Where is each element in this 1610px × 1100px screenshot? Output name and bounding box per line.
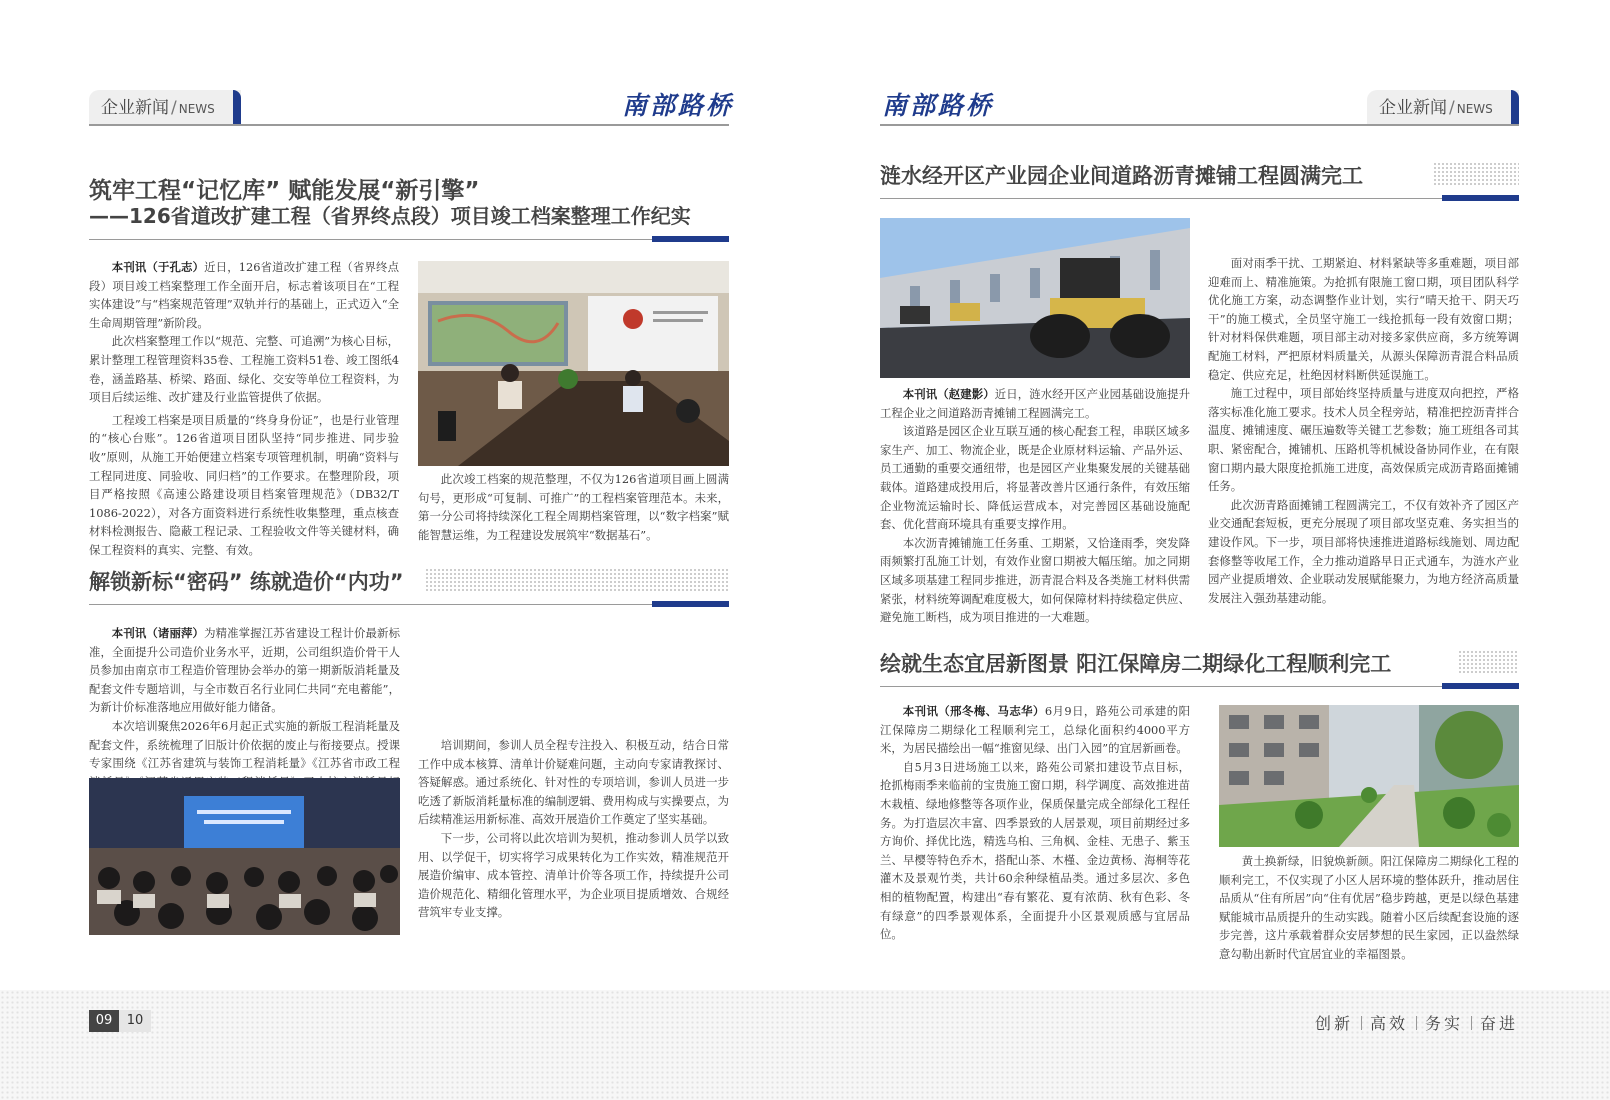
- article3-para4: 面对雨季干扰、工期紧迫、材料紧缺等多重难题，项目部迎难而上、精准施策。为抢抓有限施工窗口期，项目团队科学优化施工方案，动态调整作业计划，实行“晴天抢干、阴天巧干”的施工模式，全员坚守施工一线抢抓每一段有效窗口期；针对材料保供难题，项目部主动对接多家供应商，多方统筹调配施工材料，严把原材料质量关，从源头保障沥青混合料品质稳定、供应充足，杜绝因材料断供延误施工。: [1208, 256, 1519, 382]
- article3-para5: 施工过程中，项目部始终坚持质量与进度双向把控，严格落实标准化施工要求。技术人员全程旁站，精准把控沥青拌合温度、摊铺速度、碾压遍数等关键工艺参数；施工班组各司其职、紧密配合，摊铺机、压路机等机械设备协同作业，在有限窗口期内最大限度抢抓施工进度，高效保质完成沥青路面摊铺任务。: [1208, 386, 1519, 494]
- article1-para2: 此次档案整理工作以“规范、完整、可追溯”为核心目标，累计整理工程管理资料35卷、工程施工资料51卷、竣工图纸4卷，涵盖路基、桥梁、路面、绿化、交安等单位工程资料，为项目后续运维、改扩建及行业监管提供了依据。: [89, 334, 399, 405]
- article2-para4: 下一步，公司将以此次培训为契机，推动参训人员学以致用、以学促干，切实将学习成果转化为工作实效，精准规范开展造价编审、成本管控、清单计价等各项工作，持续提升公司造价规范化、精细化管理水平，为企业项目提质增效、合规经营筑牢专业支撑。: [418, 830, 729, 920]
- article2-text-left: [89, 624, 400, 772]
- article2-title-dots: [425, 568, 729, 592]
- article1-text-right: [418, 470, 729, 544]
- article4-title-rule: [880, 686, 1519, 687]
- article2-text-right: [418, 624, 729, 922]
- section-tab-en: NEWS: [178, 102, 215, 116]
- article4-text-left: [880, 702, 1190, 944]
- photo-asphalt-paving: [880, 218, 1190, 378]
- page-number-right: 10: [119, 1010, 151, 1032]
- article4-para3: 黄土换新绿，旧貌焕新颜。阳江保障房二期绿化工程的顺利完工，不仅实现了小区人居环境的整体跃升，推动居住品质从“住有所居”向“住有优居”稳步跨越，更是以绿色基建赋能城市品质提升的生动实践。随着小区后续配套设施的逐步完善，这片承载着群众安居梦想的民生家园，正以盎然绿意勾勒出新时代宜居宜业的幸福图景。: [1219, 854, 1519, 961]
- article4-para2: 自5月3日进场施工以来，路苑公司紧扣建设节点目标，抢抓梅雨季来临前的宝贵施工窗口期，科学调度、高效推进苗木栽植、绿地修整等各项作业，保质保量完成全部绿化工程任务。为打造层次丰富、四季景致的人居景观，项目前期经过多方询价、择优比选，精选乌桕、三角枫、金桂、无患子、紫玉兰、早樱等特色乔木，搭配山茶、木槿、金边黄杨、海桐等花灌木及景观竹类，共计60余种绿植品类。通过多层次、多色相的植物配置，构建出“春有繁花、夏有浓荫、秋有色彩、冬有绿意”的四季景观体系，全面提升小区景观质感与宜居品位。: [880, 759, 1190, 942]
- section-tab-sep: /: [1449, 98, 1455, 118]
- photo-archive-meeting: [418, 261, 729, 466]
- article1-title-rule: [89, 239, 729, 240]
- article3-title-dots: [1433, 162, 1519, 186]
- article2-para2: 本次培训聚焦2026年6月起正式实施的新版工程消耗量及配套文件，系统梳理了旧版计价依据的废止与衔接要点。授课专家围绕《江苏省建筑与装饰工程消耗量》《江苏省市政工程: [89, 718, 400, 771]
- section-tab-cn: 企业新闻: [101, 98, 169, 118]
- section-tab-en: NEWS: [1456, 102, 1493, 116]
- article4-text-right: [1219, 852, 1519, 964]
- page-number-left: 09: [89, 1010, 119, 1032]
- header-rule-right: [880, 124, 1519, 126]
- slogan: [1315, 1011, 1518, 1034]
- article3-title-bar: [1442, 195, 1519, 201]
- article3-para1: 本刊讯（赵建影）近日，涟水经开区产业园基础设施提升工程企业之间道路沥青摊铺工程圆满完工。: [880, 387, 1190, 420]
- slogan-divider: [1361, 1016, 1362, 1030]
- header-rule-left: [89, 124, 729, 126]
- article3-para6: 此次沥青路面摊铺工程圆满完工，不仅有效补齐了园区产业交通配套短板，更充分展现了项目部攻坚克难、务实担当的建设作风。下一步，项目部将快速推进道路标线施划、周边配套修整等收尾工作，全力推动道路早日正式通车，为涟水产业园产业提质增效、企业联动发展赋能聚力，为地方经济高质量发展注入强劲基建动能。: [1208, 497, 1519, 605]
- photo-greening-project: [1219, 705, 1519, 847]
- footer-background: [0, 990, 1610, 1100]
- slogan-divider: [1416, 1016, 1417, 1030]
- article2-para3: 培训期间，参训人员全程专注投入、积极互动，结合日常工作中成本核算、清单计价疑难问题，主动向专家请教探讨、答疑解惑。通过系统化、针对性的专项培训，参训人员进一步吃透了新版消耗量标准的编制逻辑、费用构成与实操要点，为后续精准运用新标准、高效开展造价工作奠定了坚实基础。: [418, 738, 729, 827]
- slogan-word-4: 奋进: [1479, 1014, 1518, 1033]
- article1-byline: 本刊讯（于孔志）: [111, 260, 205, 274]
- section-tab-right: [1367, 90, 1519, 126]
- tab-edge: [233, 90, 241, 126]
- article1-para1: 本刊讯（于孔志）近日，126省道改扩建工程（省界终点段）项目竣工档案整理工作全面开启，标志着该项目在“工程实体建设”与“档案规范管理”双轨并行的基础上，正式迈入“全生命周期管理”新阶段。: [89, 260, 399, 330]
- article3-para2: 该道路是园区企业互联互通的核心配套工程，串联区域多家生产、加工、物流企业，既是企业原材料运输、产品外运、员工通勤的重要交通纽带，也是园区产业集聚发展的关键基础载体。道路建成投用后，将显著改善片区通行条件，有效压缩企业物流运输时长、降低运营成本，对完善园区基础设施配套、优化营商环境具有重要支撑作用。: [880, 424, 1190, 532]
- article3-para3: 本次沥青摊铺施工任务重、工期紧，又恰逢雨季，突发降雨频繁打乱施工计划，有效作业窗口期被大幅压缩。加之同期区域多项基建工程同步推进，沥青混合料及各类施工材料供需紧张，材料统筹调配难度极大，如何保障材料持续稳定供应、避免施工断档，成为项目推进的一大难题。: [880, 535, 1190, 625]
- article2-title-bar: [652, 601, 729, 607]
- article3-title-rule: [880, 198, 1519, 199]
- article1-title-line2: ——126省道改扩建工程（省界终点段）项目竣工档案整理工作纪实: [89, 204, 691, 228]
- article2-para1: 本刊讯（诸丽萍）为精准掌握江苏省建设工程计价最新标准，全面提升公司造价业务水平，近期，公司组织造价骨干人员参加由南京市工程造价管理协会举办的第一期新版消耗量及配套文件专题培训，与全市数百名行业同仁共同“充电蓄能”，为新计价标准落地应用做好能力储备。: [89, 626, 400, 715]
- section-tab-left: [89, 90, 241, 126]
- tab-edge: [1511, 90, 1519, 126]
- article1-para3: 工程竣工档案是项目质量的“终身身份证”，也是行业管理的“核心台账”。126省道项目团队坚持“同步推进、同步验收”原则，从施工开始便建立档案专项管理机制，明确“资料与工程同进度、同验收、同归档”的工作要求。在整理阶段，项目严格按照《高速公路建设项目档案管理规范》（DB32/T 1086-2022），对各方面资料进行系统性收集整理，重点核查材料检测报告、隐蔽工程记录、工程验收文件等关键材料，确保工程资料的真实、完整、有效。: [89, 412, 411, 557]
- slogan-divider: [1471, 1016, 1472, 1030]
- article4-para1: 本刊讯（邢冬梅、马志华）6月9日，路苑公司承建的阳江保障房二期绿化工程顺利完工，总绿化面积约4000平方米，为居民描绘出一幅“推窗见绿、出门入园”的宜居新画卷。: [880, 704, 1190, 756]
- section-tab-cn: 企业新闻: [1379, 98, 1447, 118]
- article4-title-bar: [1442, 683, 1519, 689]
- article3-byline: 本刊讯（赵建影）: [902, 387, 995, 401]
- article1-para4: 此次竣工档案的规范整理，不仅为126省道项目画上圆满句号，更形成“可复制、可推广”的工程档案管理范本。未来，第一分公司将持续深化工程全周期档案管理，以“数字档案”赋能智慧运维，为工程建设发展筑牢“数据基石”。: [418, 472, 729, 542]
- article3-text-left: [880, 385, 1190, 627]
- article1-title-line1: 筑牢工程“记忆库” 赋能发展“新引擎”: [89, 178, 480, 204]
- article2-title-rule: [89, 604, 729, 605]
- slogan-word-2: 高效: [1369, 1014, 1408, 1033]
- brand-logo-left: 南部路桥: [622, 91, 735, 120]
- section-tab-sep: /: [171, 98, 177, 118]
- article3-title: 涟水经开区产业园企业间道路沥青摊铺工程圆满完工: [880, 164, 1363, 188]
- brand-logo-right: 南部路桥: [882, 91, 995, 120]
- article2-byline: 本刊讯（诸丽萍）: [111, 626, 205, 640]
- article4-title: 绘就生态宜居新图景 阳江保障房二期绿化工程顺利完工: [880, 652, 1392, 676]
- article1-title-bar: [652, 236, 729, 242]
- slogan-word-1: 创新: [1314, 1014, 1353, 1033]
- article1-text-left: [89, 258, 411, 560]
- article4-byline: 本刊讯（邢冬梅、马志华）: [902, 704, 1045, 718]
- article4-title-dots: [1458, 650, 1519, 674]
- photo-training-session: [89, 778, 400, 935]
- article2-title: 解锁新标“密码” 练就造价“内功”: [89, 570, 404, 594]
- article3-text-right: [1208, 218, 1519, 607]
- slogan-word-3: 务实: [1424, 1014, 1463, 1033]
